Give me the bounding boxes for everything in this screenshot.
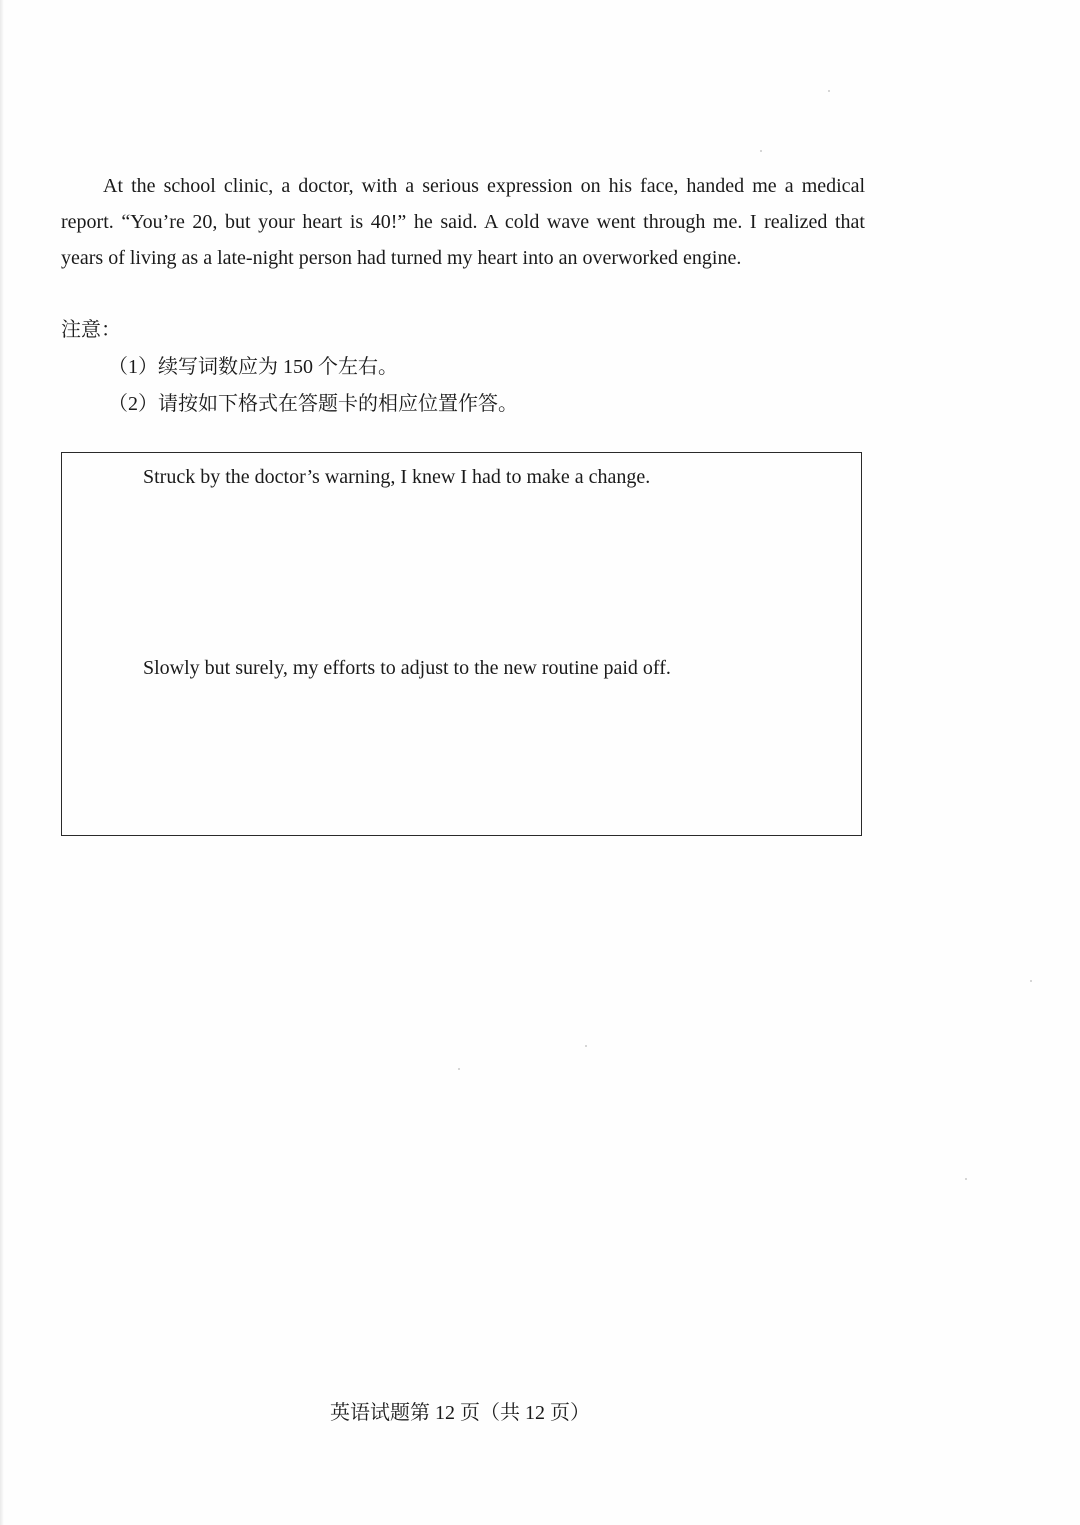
scan-speck	[760, 150, 762, 152]
answer-format-box	[61, 452, 862, 836]
scan-speck	[458, 1068, 460, 1070]
note-item-answer-format: （2）请按如下格式在答题卡的相应位置作答。	[108, 393, 518, 415]
paragraph-2-opening-sentence: Slowly but surely, my efforts to adjust to the new routine paid off.	[143, 657, 671, 679]
scan-speck	[1030, 980, 1032, 982]
scan-speck	[965, 1178, 967, 1180]
scan-speck	[828, 90, 830, 92]
story-passage: At the school clinic, a doctor, with a serious expression on his face, handed me a medical report. “You’re 20, but your heart is 40!” he said. A cold wave went through me. I realized that years of living as a late-night person had turned my heart into an overworked engine.	[61, 175, 865, 269]
page-edge-shadow	[0, 0, 4, 1525]
notes-title: 注意：	[61, 319, 121, 341]
paragraph-1-opening-sentence: Struck by the doctor’s warning, I knew I had to make a change.	[143, 466, 651, 488]
notes-section	[61, 312, 865, 423]
note-item-word-count: （1）续写词数应为 150 个左右。	[108, 356, 398, 378]
scan-speck	[585, 1045, 587, 1047]
page-footer: 英语试题第 12 页（共 12 页）	[330, 1402, 590, 1424]
